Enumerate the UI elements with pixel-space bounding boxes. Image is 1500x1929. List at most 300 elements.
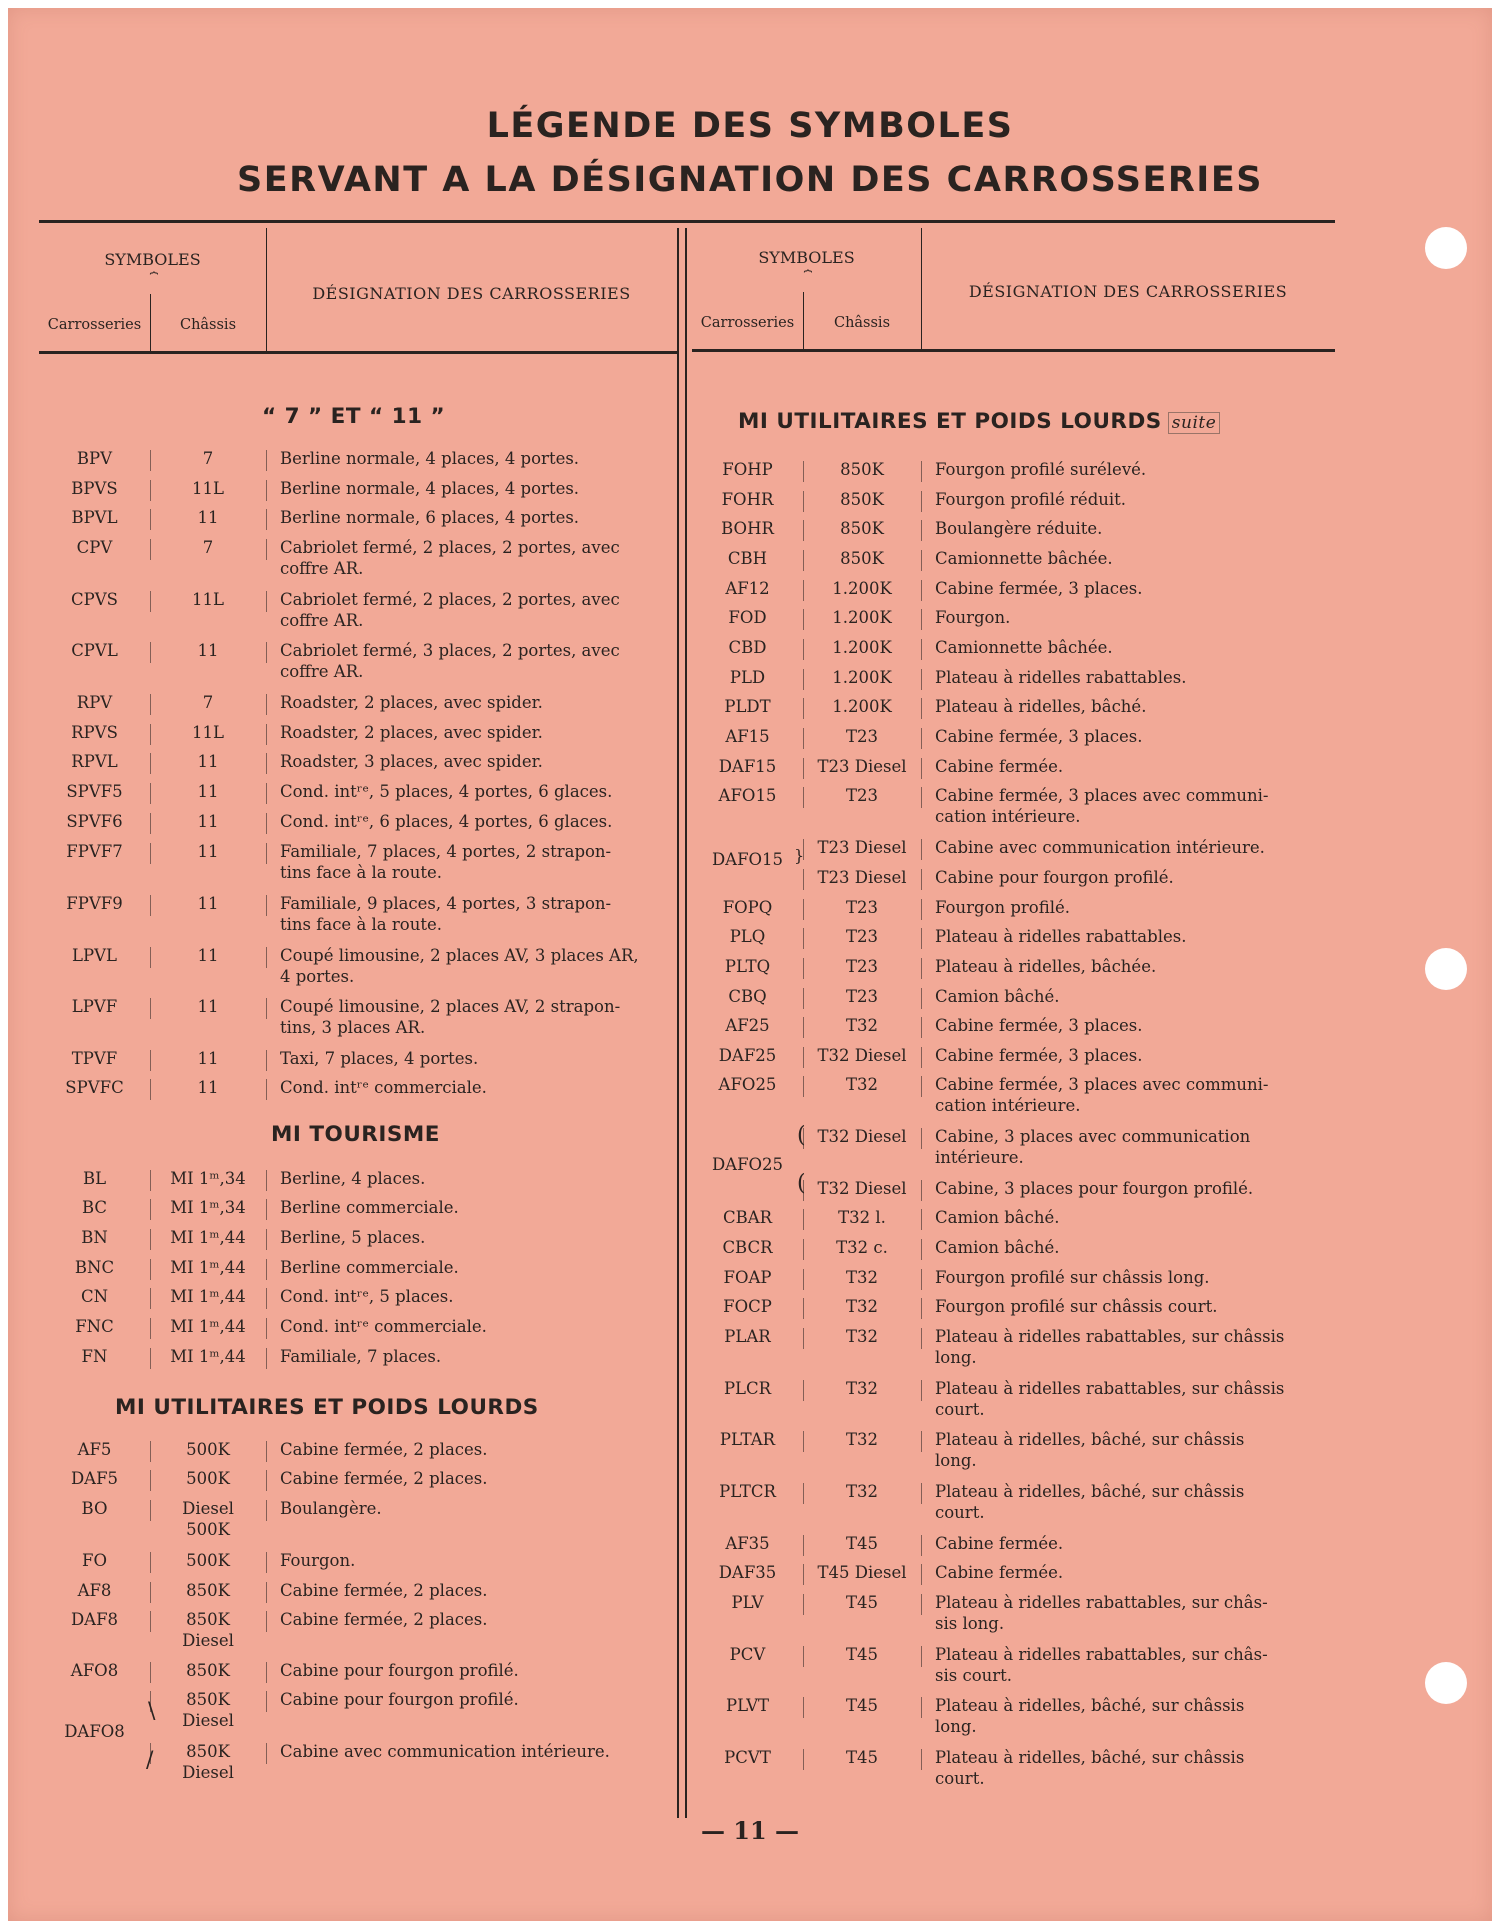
- designation-line: intérieure.: [935, 1148, 1024, 1167]
- designation-line: Cabine fermée, 2 places.: [280, 1581, 488, 1600]
- right-header-designation: DÉSIGNATION DES CARROSSERIES: [968, 282, 1288, 301]
- column-separator: [921, 1431, 922, 1452]
- designation-line: Plateau à ridelles, bâché.: [935, 697, 1147, 716]
- chassis-value: 500K: [186, 1469, 230, 1488]
- column-separator: [266, 539, 267, 560]
- designation-text: [280, 1168, 676, 1189]
- designation-line: Camion bâché.: [935, 987, 1060, 1006]
- chassis-value: T32: [845, 1327, 878, 1346]
- column-separator: [803, 728, 804, 749]
- carrosserie-symbol: PCV: [729, 1645, 766, 1664]
- carrosserie-symbol: AF35: [725, 1534, 770, 1553]
- chassis-value: MI 1ᵐ,44: [170, 1317, 246, 1336]
- designation-text: [280, 1286, 676, 1307]
- designation-line: Fourgon.: [935, 608, 1011, 627]
- carrosserie-symbol: PLCR: [723, 1379, 772, 1398]
- designation-text: [280, 1048, 676, 1069]
- carrosserie-symbol: AF12: [725, 579, 770, 598]
- designation-text: [935, 1695, 1335, 1737]
- right-header-brace: ⏞: [803, 270, 813, 286]
- carrosserie-symbol: RPVL: [71, 752, 118, 771]
- column-separator: [921, 1047, 922, 1068]
- carrosserie-symbol: DAFO25: [711, 1155, 784, 1174]
- column-separator: [150, 1500, 151, 1521]
- designation-line: Boulangère.: [280, 1499, 382, 1518]
- column-separator: [921, 1180, 922, 1201]
- column-separator: [803, 1328, 804, 1349]
- carrosserie-symbol: PLVT: [725, 1696, 770, 1715]
- column-separator: [803, 580, 804, 601]
- column-separator: [266, 1500, 267, 1521]
- brace-dafo8-bottom: /: [146, 1748, 154, 1773]
- designation-line: Camionnette bâchée.: [935, 638, 1113, 657]
- column-separator: [150, 694, 151, 715]
- column-separator: [803, 1646, 804, 1667]
- chassis-value: 11: [197, 641, 219, 660]
- section-title-mi-utilitaires-suite: [738, 409, 1220, 434]
- designation-text: [280, 507, 676, 528]
- designation-line: Berline normale, 4 places, 4 portes.: [280, 449, 580, 468]
- carrosserie-symbol: FPVF9: [66, 894, 123, 913]
- chassis-value: 850K: [840, 490, 884, 509]
- designation-line: Roadster, 3 places, avec spider.: [280, 752, 543, 771]
- carrosserie-symbol: CBAR: [722, 1208, 773, 1227]
- carrosserie-symbol: FOHR: [721, 490, 774, 509]
- page-title-line1: LÉGENDE DES SYMBOLES: [486, 106, 1014, 146]
- carrosserie-symbol: DAF25: [718, 1046, 777, 1065]
- column-separator: [803, 520, 804, 541]
- designation-line: tins face à la route.: [280, 915, 442, 934]
- chassis-value: Diesel 500K: [182, 1499, 234, 1539]
- carrosserie-symbol: FOD: [728, 608, 767, 627]
- column-separator: [803, 1594, 804, 1615]
- column-separator: [803, 1239, 804, 1260]
- chassis-value: 11: [197, 508, 219, 527]
- punch-hole-middle: [1425, 948, 1467, 990]
- designation-text: [935, 1429, 1335, 1471]
- designation-text: [280, 1257, 676, 1278]
- designation-line: cation intérieure.: [935, 1096, 1081, 1115]
- column-separator: [803, 787, 804, 808]
- designation-text: [935, 637, 1335, 658]
- column-separator: [921, 461, 922, 482]
- column-separator: [921, 1646, 922, 1667]
- chassis-value: 1.200K: [832, 668, 892, 687]
- designation-text: [935, 756, 1335, 777]
- center-double-rule-b: [685, 228, 687, 1818]
- designation-text: [935, 1481, 1335, 1523]
- column-separator: [150, 591, 151, 612]
- carrosserie-symbol: AFO25: [718, 1075, 777, 1094]
- chassis-value: T45: [845, 1534, 878, 1553]
- column-separator: [803, 928, 804, 949]
- chassis-value: 850K Diesel: [182, 1742, 234, 1782]
- column-separator: [921, 1128, 922, 1149]
- chassis-value: 850K: [186, 1581, 230, 1600]
- designation-line: Plateau à ridelles rabattables.: [935, 668, 1187, 687]
- column-separator: [150, 724, 151, 745]
- designation-text: [280, 448, 676, 469]
- chassis-value: 11: [197, 812, 219, 831]
- chassis-value: 11L: [192, 479, 224, 498]
- column-separator: [921, 1269, 922, 1290]
- column-separator: [803, 958, 804, 979]
- designation-text: [280, 1609, 676, 1630]
- chassis-value: T32 Diesel: [817, 1046, 907, 1065]
- column-separator: [266, 1199, 267, 1220]
- chassis-value: T32 c.: [836, 1238, 888, 1257]
- designation-line: coffre AR.: [280, 662, 364, 681]
- designation-line: Berline commerciale.: [280, 1258, 459, 1277]
- chassis-value: 850K Diesel: [182, 1690, 234, 1730]
- chassis-value: 11: [197, 1049, 219, 1068]
- designation-text: [935, 696, 1335, 717]
- designation-text: [935, 1326, 1335, 1368]
- designation-line: long.: [935, 1451, 977, 1470]
- designation-text: [280, 811, 676, 832]
- designation-text: [935, 897, 1335, 918]
- carrosserie-symbol: DAFO8: [64, 1722, 125, 1741]
- designation-text: [280, 1077, 676, 1098]
- chassis-value: 11: [197, 842, 219, 861]
- column-separator: [803, 1269, 804, 1290]
- column-separator: [266, 1552, 267, 1573]
- carrosserie-symbol: DAF5: [70, 1469, 119, 1488]
- page-number: — 11 —: [700, 1816, 800, 1845]
- chassis-value: T23: [845, 987, 878, 1006]
- designation-text: [280, 996, 676, 1038]
- designation-line: Cabine fermée.: [935, 757, 1064, 776]
- carrosserie-symbol: PCVT: [724, 1748, 771, 1767]
- carrosserie-symbol: BO: [81, 1499, 108, 1518]
- column-separator: [921, 728, 922, 749]
- chassis-value: 11L: [192, 590, 224, 609]
- column-separator: [803, 1076, 804, 1097]
- designation-line: Cabine, 3 places pour fourgon profilé.: [935, 1179, 1254, 1198]
- column-separator: [921, 1328, 922, 1349]
- column-separator: [921, 1697, 922, 1718]
- column-separator: [803, 758, 804, 779]
- column-separator: [150, 843, 151, 864]
- column-separator: [150, 1662, 151, 1683]
- chassis-value: 11: [197, 946, 219, 965]
- chassis-value: T45 Diesel: [817, 1563, 907, 1582]
- designation-text: [280, 640, 676, 682]
- designation-line: Cabine fermée, 3 places avec communi-: [935, 786, 1269, 805]
- column-separator: [150, 1079, 151, 1100]
- column-separator: [921, 609, 922, 630]
- chassis-value: 11: [197, 997, 219, 1016]
- column-separator: [150, 539, 151, 560]
- designation-text: [935, 956, 1335, 977]
- designation-line: Plateau à ridelles, bâché, sur châssis: [935, 1482, 1245, 1501]
- column-separator: [803, 461, 804, 482]
- column-separator: [266, 450, 267, 471]
- designation-text: [280, 1227, 676, 1248]
- carrosserie-symbol: RPVS: [71, 723, 118, 742]
- designation-line: cation intérieure.: [935, 807, 1081, 826]
- column-separator: [266, 509, 267, 530]
- carrosserie-symbol: SPVFC: [65, 1078, 124, 1097]
- designation-line: Plateau à ridelles, bâché, sur châssis: [935, 1430, 1245, 1449]
- designation-line: Cabine fermée, 2 places.: [280, 1610, 488, 1629]
- column-separator: [150, 1318, 151, 1339]
- column-separator: [803, 1564, 804, 1585]
- designation-text: [935, 837, 1335, 858]
- column-separator: [803, 1209, 804, 1230]
- designation-line: Fourgon profilé.: [935, 898, 1071, 917]
- column-separator: [921, 1076, 922, 1097]
- designation-text: [935, 1378, 1335, 1420]
- carrosserie-symbol: CPVL: [71, 641, 118, 660]
- section-title-mi-utilitaires: MI UTILITAIRES ET POIDS LOURDS: [115, 1395, 539, 1420]
- designation-line: Cabine, 3 places avec communication: [935, 1127, 1251, 1146]
- designation-line: Plateau à ridelles, bâché, sur châssis: [935, 1696, 1245, 1715]
- column-separator: [150, 642, 151, 663]
- column-separator: [150, 1441, 151, 1462]
- chassis-value: 850K: [186, 1661, 230, 1680]
- chassis-value: 11: [197, 1078, 219, 1097]
- chassis-value: T45: [845, 1696, 878, 1715]
- column-separator: [921, 1017, 922, 1038]
- designation-line: Familiale, 7 places.: [280, 1347, 442, 1366]
- designation-line: Berline, 4 places.: [280, 1169, 426, 1188]
- column-separator: [921, 550, 922, 571]
- carrosserie-symbol: AFO15: [718, 786, 777, 805]
- column-separator: [921, 1483, 922, 1504]
- chassis-value: T32: [845, 1268, 878, 1287]
- designation-text: [935, 1015, 1335, 1036]
- left-header-rule: [39, 351, 677, 354]
- designation-text: [935, 785, 1335, 827]
- column-separator: [803, 899, 804, 920]
- column-separator: [150, 1229, 151, 1250]
- right-header-symboles: SYMBOLES: [758, 248, 855, 267]
- column-separator: [921, 787, 922, 808]
- column-separator: [921, 698, 922, 719]
- carrosserie-symbol: LPVL: [72, 946, 117, 965]
- column-separator: [150, 1288, 151, 1309]
- designation-text: [280, 1741, 676, 1762]
- column-separator: [266, 998, 267, 1019]
- carrosserie-symbol: FOHP: [722, 460, 773, 479]
- designation-line: Familiale, 7 places, 4 portes, 2 strapon-: [280, 842, 612, 861]
- designation-line: Berline normale, 6 places, 4 portes.: [280, 508, 580, 527]
- carrosserie-symbol: AF25: [725, 1016, 770, 1035]
- column-separator: [921, 839, 922, 860]
- designation-text: [935, 726, 1335, 747]
- designation-text: [935, 1592, 1335, 1634]
- chassis-value: MI 1ᵐ,44: [170, 1347, 246, 1366]
- chassis-value: T23: [845, 898, 878, 917]
- carrosserie-symbol: PLAR: [724, 1327, 771, 1346]
- designation-line: Cabine fermée, 3 places.: [935, 1016, 1143, 1035]
- column-separator: [803, 609, 804, 630]
- left-header-chassis: Châssis: [179, 317, 237, 333]
- designation-line: Cabine fermée, 3 places.: [935, 1046, 1143, 1065]
- left-header-carrosseries: Carrosseries: [47, 317, 142, 333]
- chassis-value: MI 1ᵐ,34: [170, 1198, 246, 1217]
- designation-line: court.: [935, 1503, 985, 1522]
- section-title-right-text: MI UTILITAIRES ET POIDS LOURDS: [738, 409, 1162, 434]
- designation-line: Cond. intʳᵉ, 6 places, 4 portes, 6 glaces.: [280, 812, 613, 831]
- chassis-value: 1.200K: [832, 638, 892, 657]
- page-title-line2: SERVANT A LA DÉSIGNATION DES CARROSSERIES: [237, 160, 1263, 200]
- chassis-value: T32 Diesel: [817, 1179, 907, 1198]
- column-separator: [266, 947, 267, 968]
- column-separator: [150, 753, 151, 774]
- chassis-value: 1.200K: [832, 697, 892, 716]
- designation-text: [280, 478, 676, 499]
- carrosserie-symbol: FOCP: [723, 1297, 772, 1316]
- designation-text: [280, 537, 676, 579]
- chassis-value: T23: [845, 927, 878, 946]
- carrosserie-symbol: CPVS: [71, 590, 118, 609]
- carrosserie-symbol: CN: [80, 1287, 109, 1306]
- right-header-carrosseries: Carrosseries: [700, 315, 795, 331]
- right-header-chassis: Châssis: [833, 315, 891, 331]
- carrosserie-symbol: CBH: [727, 549, 768, 568]
- designation-line: Cabine fermée, 2 places.: [280, 1440, 488, 1459]
- column-separator: [266, 813, 267, 834]
- designation-line: Cabine fermée, 3 places avec communi-: [935, 1075, 1269, 1094]
- designation-text: [935, 1074, 1335, 1116]
- designation-line: Plateau à ridelles rabattables, sur châssis: [935, 1379, 1285, 1398]
- column-separator: [266, 1229, 267, 1250]
- carrosserie-symbol: AF15: [725, 727, 770, 746]
- left-header-designation: DÉSIGNATION DES CARROSSERIES: [312, 284, 631, 303]
- carrosserie-symbol: CBD: [728, 638, 767, 657]
- column-separator: [803, 1535, 804, 1556]
- designation-line: Roadster, 2 places, avec spider.: [280, 693, 543, 712]
- chassis-value: 7: [202, 538, 214, 557]
- column-separator: [266, 1318, 267, 1339]
- column-separator: [921, 1209, 922, 1230]
- designation-text: [280, 692, 676, 713]
- designation-line: Plateau à ridelles, bâchée.: [935, 957, 1157, 976]
- column-separator: [921, 669, 922, 690]
- designation-text: [935, 1562, 1335, 1583]
- chassis-value: 11: [197, 894, 219, 913]
- carrosserie-symbol: AFO8: [70, 1661, 119, 1680]
- chassis-value: T32: [845, 1379, 878, 1398]
- carrosserie-symbol: FNC: [75, 1317, 114, 1336]
- designation-line: Camion bâché.: [935, 1238, 1060, 1257]
- column-separator: [803, 491, 804, 512]
- designation-line: Cabine fermée, 3 places.: [935, 579, 1143, 598]
- carrosserie-symbol: SPVF5: [66, 782, 123, 801]
- top-rule: [39, 220, 1335, 223]
- column-separator: [803, 988, 804, 1009]
- column-separator: [921, 928, 922, 949]
- chassis-value: 11: [197, 752, 219, 771]
- column-separator: [150, 450, 151, 471]
- column-separator: [803, 1697, 804, 1718]
- designation-text: [935, 1267, 1335, 1288]
- designation-line: Cabriolet fermé, 3 places, 2 portes, avec: [280, 641, 620, 660]
- carrosserie-symbol: PLQ: [729, 927, 766, 946]
- column-separator: [150, 1582, 151, 1603]
- designation-line: sis long.: [935, 1614, 1005, 1633]
- designation-text: [280, 1498, 676, 1519]
- designation-text: [280, 1197, 676, 1218]
- designation-line: Plateau à ridelles rabattables, sur châs-: [935, 1593, 1268, 1612]
- designation-line: Fourgon profilé sur châssis court.: [935, 1297, 1218, 1316]
- carrosserie-symbol: BOHR: [721, 519, 774, 538]
- carrosserie-symbol: TPVF: [71, 1049, 118, 1068]
- designation-line: tins, 3 places AR.: [280, 1018, 426, 1037]
- designation-line: Cond. intʳᵉ, 5 places.: [280, 1287, 454, 1306]
- chassis-value: T23 Diesel: [817, 868, 907, 887]
- chassis-value: MI 1ᵐ,34: [170, 1169, 246, 1188]
- carrosserie-symbol: BC: [81, 1198, 108, 1217]
- carrosserie-symbol: AF5: [77, 1440, 112, 1459]
- designation-line: Berline normale, 4 places, 4 portes.: [280, 479, 580, 498]
- designation-text: [935, 548, 1335, 569]
- punch-hole-top: [1425, 227, 1467, 269]
- designation-line: Berline, 5 places.: [280, 1228, 426, 1247]
- carrosserie-symbol: CBCR: [722, 1238, 773, 1257]
- designation-text: [280, 1660, 676, 1681]
- chassis-value: 1.200K: [832, 579, 892, 598]
- designation-text: [280, 893, 676, 935]
- designation-text: [280, 781, 676, 802]
- chassis-value: T32: [845, 1430, 878, 1449]
- chassis-value: T23: [845, 786, 878, 805]
- designation-text: [935, 489, 1335, 510]
- chassis-value: T32: [845, 1482, 878, 1501]
- designation-text: [280, 751, 676, 772]
- designation-line: Fourgon profilé surélevé.: [935, 460, 1147, 479]
- designation-line: Roadster, 2 places, avec spider.: [280, 723, 543, 742]
- carrosserie-symbol: BPV: [76, 449, 113, 468]
- carrosserie-symbol: PLD: [729, 668, 766, 687]
- right-header-rule: [692, 349, 1335, 352]
- designation-text: [935, 459, 1335, 480]
- designation-line: court.: [935, 1400, 985, 1419]
- column-separator: [921, 1239, 922, 1260]
- designation-line: Camion bâché.: [935, 1208, 1060, 1227]
- column-separator: [150, 783, 151, 804]
- column-separator: [266, 1079, 267, 1100]
- designation-line: coffre AR.: [280, 611, 364, 630]
- column-separator: [803, 550, 804, 571]
- column-separator: [921, 1535, 922, 1556]
- designation-text: [280, 1316, 676, 1337]
- chassis-value: T32 l.: [838, 1208, 886, 1227]
- carrosserie-symbol: AF8: [77, 1581, 112, 1600]
- column-separator: [266, 753, 267, 774]
- designation-line: Cabine avec communication intérieure.: [280, 1742, 610, 1761]
- column-separator: [921, 988, 922, 1009]
- column-separator: [803, 1431, 804, 1452]
- column-separator: [803, 669, 804, 690]
- designation-text: [935, 667, 1335, 688]
- carrosserie-symbol: RPV: [76, 693, 113, 712]
- designation-text: [935, 578, 1335, 599]
- designation-text: [280, 722, 676, 743]
- column-separator: [266, 724, 267, 745]
- column-separator: [150, 1170, 151, 1191]
- designation-text: [935, 1644, 1335, 1686]
- designation-text: [935, 607, 1335, 628]
- column-separator: [266, 642, 267, 663]
- column-separator: [921, 1749, 922, 1770]
- column-separator: [266, 1470, 267, 1491]
- designation-line: court.: [935, 1769, 985, 1788]
- carrosserie-symbol: PLTAR: [719, 1430, 776, 1449]
- carrosserie-symbol: FPVF7: [66, 842, 123, 861]
